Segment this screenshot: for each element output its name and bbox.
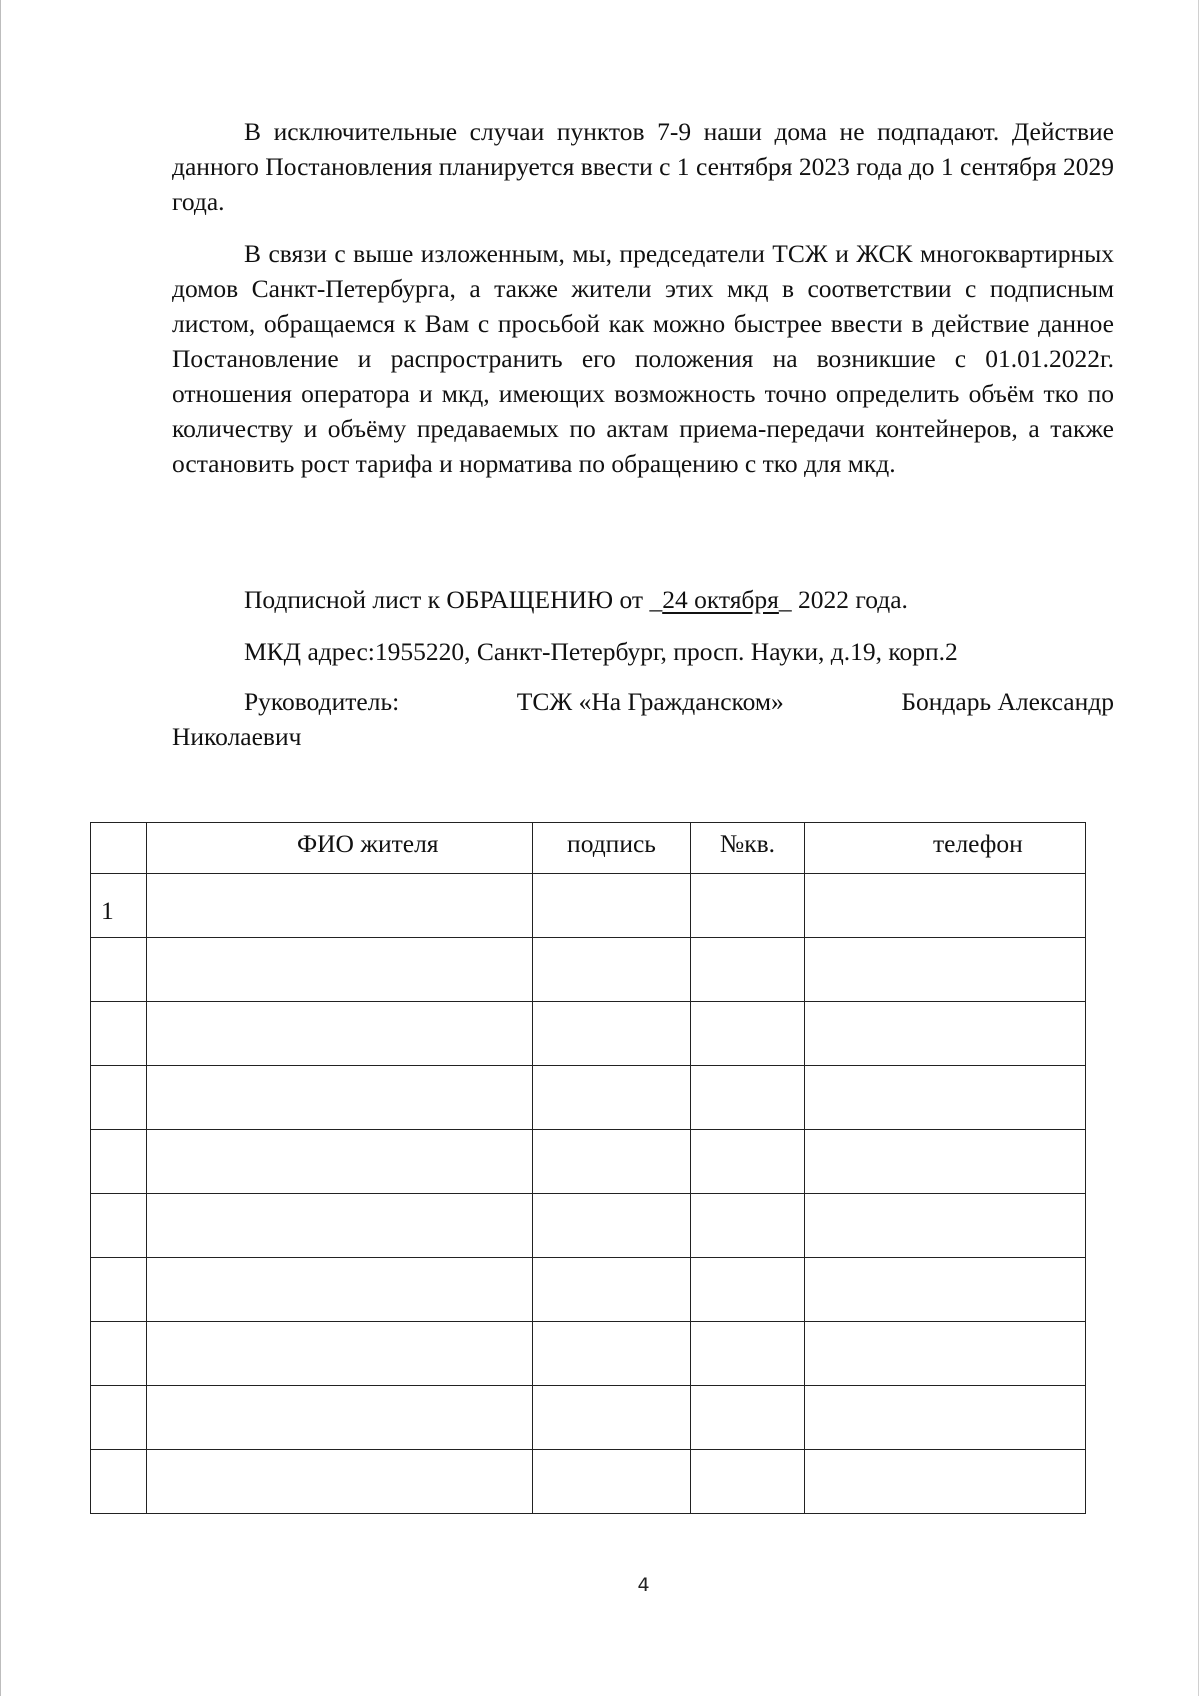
table-row xyxy=(91,1130,1086,1194)
apartment-cell[interactable] xyxy=(691,1258,805,1322)
phone-cell[interactable] xyxy=(805,938,1086,1002)
row-number xyxy=(91,938,147,1002)
apartment-cell[interactable] xyxy=(691,1066,805,1130)
row-number xyxy=(91,1322,147,1386)
head-name-second: Николаевич xyxy=(172,722,302,751)
signature-cell[interactable] xyxy=(533,1386,691,1450)
header-resident-name: ФИО жителя xyxy=(147,823,533,874)
phone-cell[interactable] xyxy=(805,1322,1086,1386)
signature-cell[interactable] xyxy=(533,938,691,1002)
table-row xyxy=(91,938,1086,1002)
header-apartment: №кв. xyxy=(691,823,805,874)
head-name-first: Бондарь Александр xyxy=(901,687,1114,716)
header-signature: подпись xyxy=(533,823,691,874)
appeal-date: 24 октября xyxy=(662,585,779,614)
table-row xyxy=(91,1066,1086,1130)
phone-cell[interactable] xyxy=(805,1002,1086,1066)
signature-cell[interactable] xyxy=(533,1194,691,1258)
resident-name-cell[interactable] xyxy=(147,938,533,1002)
table-header-row xyxy=(91,823,1086,874)
row-number: 1 xyxy=(91,874,147,938)
signature-cell[interactable] xyxy=(533,874,691,938)
row-number xyxy=(91,1130,147,1194)
header-phone: телефон xyxy=(805,823,1086,874)
resident-name-cell[interactable] xyxy=(147,1066,533,1130)
row-number xyxy=(91,1002,147,1066)
date-blank-left: _ xyxy=(649,585,663,614)
apartment-cell[interactable] xyxy=(691,1322,805,1386)
phone-cell[interactable] xyxy=(805,1386,1086,1450)
signature-cell[interactable] xyxy=(533,1002,691,1066)
table-row xyxy=(91,1258,1086,1322)
signature-sheet-year: 2022 года. xyxy=(791,585,908,614)
phone-cell[interactable] xyxy=(805,1258,1086,1322)
row-number xyxy=(91,1258,147,1322)
resident-name-cell[interactable] xyxy=(147,1130,533,1194)
paragraph-request: В связи с выше изложенным, мы, председатели ТСЖ и ЖСК многоквартирных домов Санкт-Петербурга, а также жители этих мкд в соответствии с подписным листом, обращаемся к Вам с просьбой как можно быстрее ввести в действие данное Постановление и распространить его положения на возникшие с 01.01.2022г. отношения оператора и мкд, имеющих возможность точно определить объём тко по количеству и объёму предаваемых по актам приема-передачи контейнеров, а также остановить рост тарифа и норматива по обращению с тко для мкд. xyxy=(172,239,1114,478)
resident-name-cell[interactable] xyxy=(147,1194,533,1258)
table-row xyxy=(91,1002,1086,1066)
table-row xyxy=(91,874,1086,938)
signature-cell[interactable] xyxy=(533,1066,691,1130)
table-row xyxy=(91,1450,1086,1514)
signature-sheet-prefix: Подписной лист к ОБРАЩЕНИЮ от xyxy=(244,585,650,614)
page-left-edge xyxy=(0,0,1,1696)
signature-sheet-title xyxy=(244,582,908,617)
head-organization: ТСЖ «На Гражданском» xyxy=(516,687,784,716)
row-number xyxy=(91,1450,147,1514)
apartment-cell[interactable] xyxy=(691,874,805,938)
resident-name-cell[interactable] xyxy=(147,1450,533,1514)
resident-name-cell[interactable] xyxy=(147,1258,533,1322)
signature-cell[interactable] xyxy=(533,1322,691,1386)
row-number xyxy=(91,1066,147,1130)
phone-cell[interactable] xyxy=(805,1194,1086,1258)
apartment-cell[interactable] xyxy=(691,1002,805,1066)
apartment-cell[interactable] xyxy=(691,1450,805,1514)
resident-name-cell[interactable] xyxy=(147,1386,533,1450)
apartment-cell[interactable] xyxy=(691,1194,805,1258)
apartment-cell[interactable] xyxy=(691,938,805,1002)
apartment-cell[interactable] xyxy=(691,1130,805,1194)
page-number: 4 xyxy=(637,1574,650,1596)
header-number xyxy=(91,823,147,874)
phone-cell[interactable] xyxy=(805,1450,1086,1514)
signature-cell[interactable] xyxy=(533,1450,691,1514)
resident-name-cell[interactable] xyxy=(147,874,533,938)
date-blank-right: _ xyxy=(778,585,792,614)
apartment-cell[interactable] xyxy=(691,1386,805,1450)
table-row xyxy=(91,1322,1086,1386)
table-row xyxy=(91,1386,1086,1450)
phone-cell[interactable] xyxy=(805,1066,1086,1130)
resident-name-cell[interactable] xyxy=(147,1002,533,1066)
signature-table xyxy=(90,822,1086,1514)
table-row xyxy=(91,1194,1086,1258)
phone-cell[interactable] xyxy=(805,1130,1086,1194)
phone-cell[interactable] xyxy=(805,874,1086,938)
signature-cell[interactable] xyxy=(533,1258,691,1322)
row-number xyxy=(91,1386,147,1450)
paragraph-exceptions: В исключительные случаи пунктов 7-9 наши дома не подпадают. Действие данного Постановления планируется ввести с 1 сентября 2023 года до 1 сентября 2029 года. xyxy=(172,117,1114,216)
head-label: Руководитель: xyxy=(244,687,400,716)
building-address: МКД адрес:1955220, Санкт-Петербург, просп. Науки, д.19, корп.2 xyxy=(244,637,958,666)
head-of-association xyxy=(172,684,1114,754)
resident-name-cell[interactable] xyxy=(147,1322,533,1386)
row-number xyxy=(91,1194,147,1258)
signature-cell[interactable] xyxy=(533,1130,691,1194)
